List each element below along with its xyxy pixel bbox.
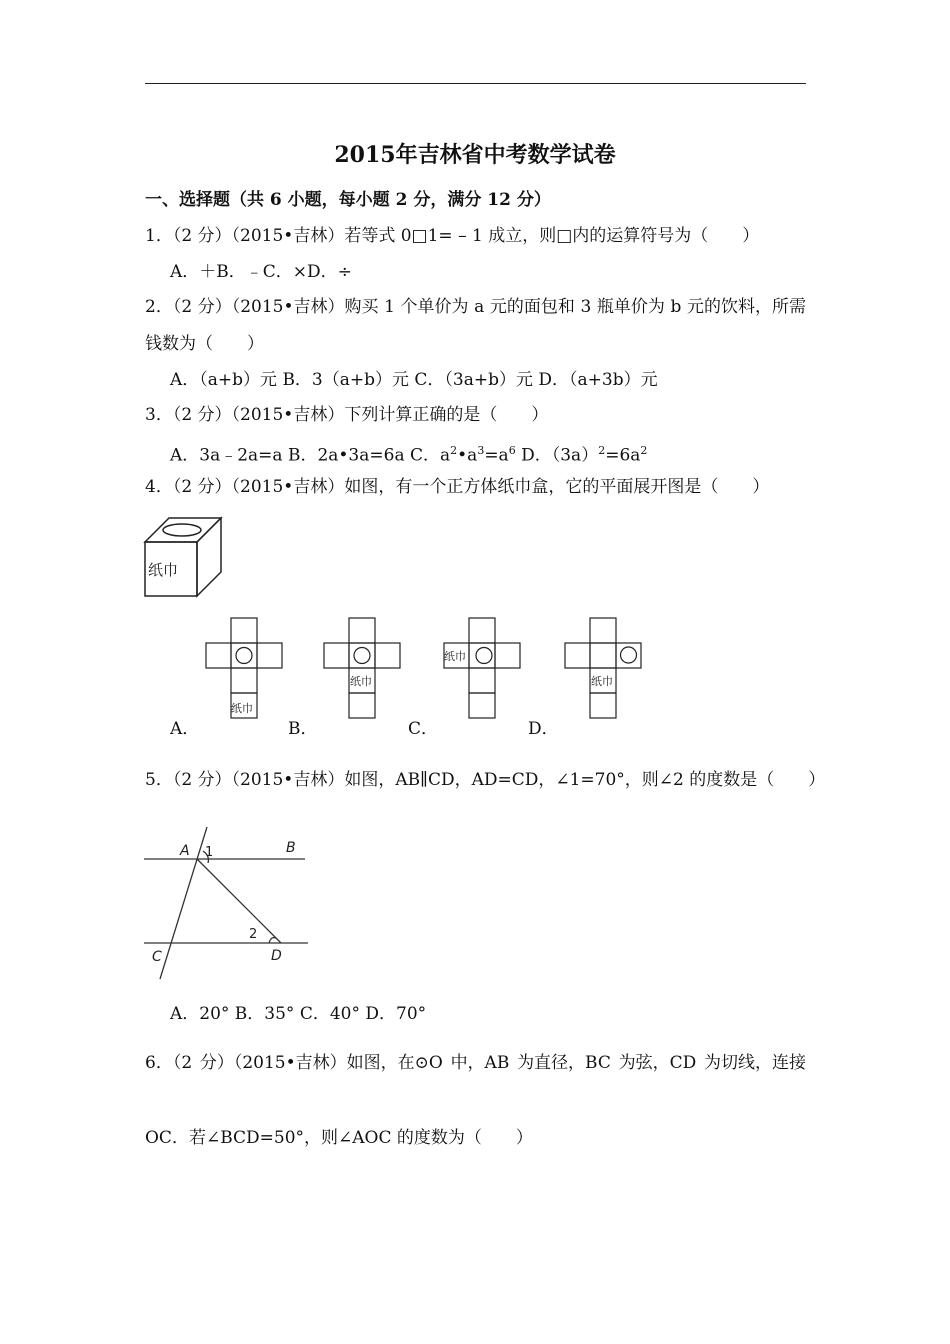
net-a-circle bbox=[236, 648, 252, 664]
q2-word: 元的面包和 bbox=[489, 297, 575, 317]
q2-word: 分）（2015•吉林）购买 bbox=[197, 297, 379, 317]
section-heading: 一、选择题（共 6 小题，每小题 2 分，满分 12 分） bbox=[145, 190, 551, 210]
q3-sup: 2 bbox=[450, 444, 458, 457]
question-3-stem: 3．（2 分）（2015•吉林）下列计算正确的是（ ） bbox=[145, 405, 549, 425]
net-d-label: 纸巾 bbox=[591, 675, 613, 688]
q6-word: 为切线，连接 bbox=[703, 1053, 806, 1073]
net-label-d: D． bbox=[528, 719, 559, 739]
q3-sup: 2 bbox=[640, 444, 648, 457]
question-1-stem: 1．（2 分）（2015•吉林）若等式 0□1= – 1 成立，则□内的运算符号为（ ） bbox=[145, 226, 760, 246]
q2-word: 瓶单价为 bbox=[596, 297, 665, 317]
q3-sup: 6 bbox=[508, 444, 516, 457]
q2-word: 个单价为 bbox=[400, 297, 469, 317]
page-title: 2015年吉林省中考数学试卷 bbox=[334, 142, 616, 168]
question-5-options: A．20° B．35° C．40° D．70° bbox=[170, 1004, 427, 1024]
question-3-options bbox=[170, 440, 647, 467]
box-opening bbox=[163, 524, 201, 536]
question-6-stem-line2: OC．若∠BCD=50°，则∠AOC 的度数为（ ） bbox=[145, 1128, 533, 1148]
box-label: 纸巾 bbox=[148, 561, 179, 579]
q3-opt-text: D．（3a） bbox=[515, 445, 599, 466]
net-a-label: 纸巾 bbox=[231, 702, 253, 715]
header-rule bbox=[145, 83, 806, 84]
net-c-circle bbox=[476, 648, 492, 664]
q6-word: 为弦，CD bbox=[618, 1053, 697, 1073]
q6-word: 中，AB bbox=[450, 1053, 510, 1073]
net-label-a: A． bbox=[170, 719, 200, 739]
q3-opt-text: =a bbox=[484, 445, 509, 466]
point-d-label: D bbox=[271, 948, 282, 964]
q6-word: 6．（2 bbox=[145, 1053, 193, 1073]
q2-word: 元的饮料，所需 bbox=[686, 297, 806, 317]
angle-2-arc bbox=[269, 938, 276, 943]
geometry-figure-q5 bbox=[140, 823, 312, 983]
net-option-b bbox=[323, 617, 403, 720]
net-option-c bbox=[443, 617, 523, 720]
net-b-circle bbox=[354, 648, 370, 664]
q2-word: a bbox=[474, 297, 485, 317]
net-b-label: 纸巾 bbox=[350, 675, 372, 688]
question-1-options: A．＋B．﹣C．×D．÷ bbox=[170, 262, 352, 282]
question-4-stem: 4．（2 分）（2015•吉林）如图，有一个正方体纸巾盒，它的平面展开图是（ ） bbox=[145, 477, 770, 497]
net-label-b: B． bbox=[288, 719, 318, 739]
q2-word: 3 bbox=[580, 297, 592, 317]
angle-1-label: 1 bbox=[205, 845, 214, 860]
point-a-label: A bbox=[180, 843, 190, 859]
tissue-box-figure bbox=[143, 516, 225, 600]
question-5-stem: 5．（2 分）（2015•吉林）如图，AB∥CD，AD=CD，∠1=70°，则∠2 的度数是（ ） bbox=[145, 770, 826, 790]
q3-opt-text: •a bbox=[457, 445, 478, 466]
net-option-a bbox=[205, 617, 285, 720]
q3-opt-text: A．3a﹣2a=a B．2a•3a=6a C．a bbox=[170, 445, 451, 466]
net-label-c: C． bbox=[408, 719, 439, 739]
q2-word: b bbox=[670, 297, 682, 317]
question-2-stem-line1 bbox=[145, 296, 806, 318]
q3-sup: 3 bbox=[477, 444, 485, 457]
question-2-options: A．（a+b）元 B．3（a+b）元 C．（3a+b）元 D．（a+3b）元 bbox=[170, 370, 658, 390]
question-2-stem-line2: 钱数为（ ） bbox=[145, 334, 264, 354]
segment-ad bbox=[197, 859, 281, 943]
q6-word: 为直径，BC bbox=[517, 1053, 611, 1073]
net-c-label: 纸巾 bbox=[444, 650, 466, 663]
net-option-d bbox=[564, 617, 644, 720]
q2-word: 1 bbox=[384, 297, 395, 317]
q2-word: 2．（2 bbox=[145, 297, 193, 317]
net-d-circle bbox=[621, 647, 637, 663]
q3-opt-text: =6a bbox=[605, 445, 641, 466]
angle-2-label: 2 bbox=[249, 927, 258, 942]
q6-word: 分）（2015•吉林）如图，在⊙O bbox=[199, 1053, 443, 1073]
point-b-label: B bbox=[286, 840, 296, 856]
q3-sup: 2 bbox=[598, 444, 606, 457]
point-c-label: C bbox=[152, 949, 162, 965]
question-6-stem-line1 bbox=[145, 1052, 806, 1074]
